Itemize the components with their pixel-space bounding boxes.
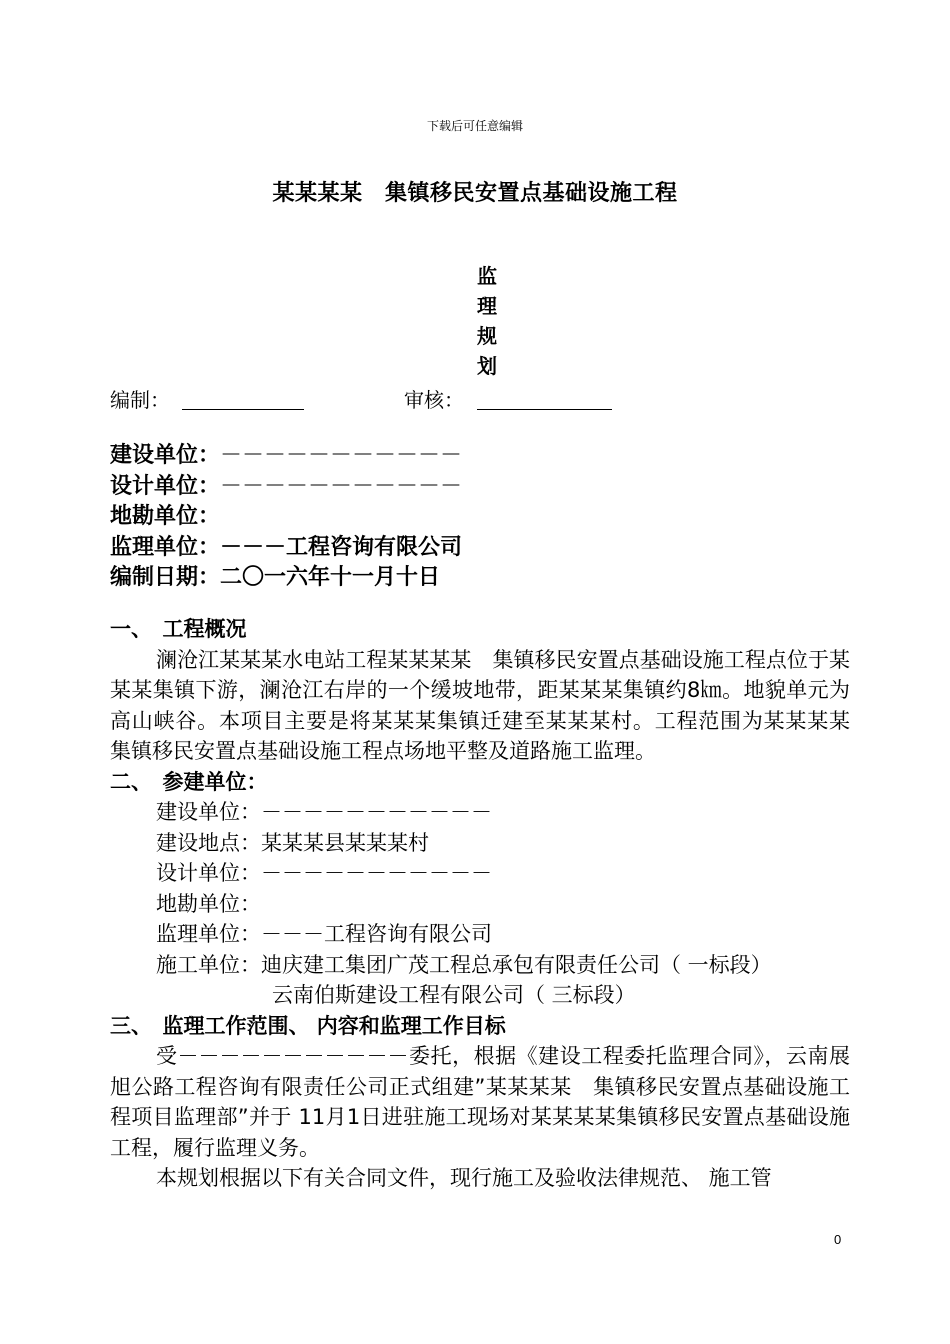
info-row xyxy=(110,441,850,472)
participant-label: 建设地点： xyxy=(156,830,261,855)
participant-value: －－－－－－－－－－－ xyxy=(261,800,492,824)
section-paragraph: 本规划根据以下有关合同文件，现行施工及验收法律规范、 施工管 xyxy=(156,1166,772,1190)
review-label: 审核： xyxy=(404,388,464,412)
vertical-title xyxy=(473,261,501,381)
participant-value: －－－工程咨询有限公司 xyxy=(261,922,492,946)
section-paragraph: 受－－－－－－－－－－－委托，根据《建设工程委托监理合同》，云南展旭公路工程咨询有限责任公司正式组建”某某某某 集镇移民安置点基础设施工程项目监理部”并于 11月1日进驻施工现场对某某某某集镇移民安置点基础设施工程，履行监理义务。 xyxy=(110,1044,850,1160)
info-row xyxy=(110,502,850,533)
participant-label: 施工单位： xyxy=(156,952,261,977)
info-label: 地勘单位： xyxy=(110,504,221,529)
document-body xyxy=(110,614,871,1194)
info-label: 设计单位： xyxy=(110,473,221,499)
review-signature-line xyxy=(477,409,612,410)
document-title: 某某某某 集镇移民安置点基础设施工程 xyxy=(272,181,678,206)
vertical-title-char: 监 xyxy=(477,264,497,288)
section-heading: 三、 监理工作范围、 内容和监理工作目标 xyxy=(110,1013,506,1038)
participant-label: 监理单位： xyxy=(156,922,261,946)
participant-row xyxy=(110,858,850,889)
participant-row xyxy=(110,797,850,828)
participant-row xyxy=(110,950,850,981)
section-paragraph: 澜沧江某某某水电站工程某某某某 集镇移民安置点基础设施工程点位于某某某集镇下游，澜沧江右岸的一个缓坡地带，距某某某集镇约8㎞。地貌单元为高山峡谷。本项目主要是将某某某集镇迁建至某某某村。工程范围为某某某某 集镇移民安置点基础设施工程点场地平整及道路施工监理。 xyxy=(110,647,871,763)
compile-signature-line xyxy=(182,409,304,410)
info-value: －－－工程咨询有限公司 xyxy=(220,534,463,560)
participant-value: －－－－－－－－－－－ xyxy=(261,861,492,885)
section-heading: 一、 工程概况 xyxy=(110,617,247,641)
info-row xyxy=(110,472,850,503)
cover-info-block xyxy=(110,441,850,594)
participant-extra-line: 云南伯斯建设工程有限公司（ 三标段） xyxy=(272,983,636,1007)
participant-label: 建设单位： xyxy=(156,800,261,824)
participant-row xyxy=(110,889,850,920)
participant-value: 某某某县某某某村 xyxy=(261,830,429,855)
participant-row xyxy=(110,828,850,859)
info-value: 二〇一六年十一月十日 xyxy=(220,565,441,590)
info-value: －－－－－－－－－－－ xyxy=(220,473,463,499)
compile-label: 编制： xyxy=(110,388,170,412)
participant-label: 地勘单位： xyxy=(156,891,261,916)
header-note: 下载后可任意编辑 xyxy=(426,119,523,133)
info-label: 建设单位： xyxy=(110,443,221,468)
participant-row xyxy=(110,919,850,950)
page-number: 0 xyxy=(834,1232,842,1247)
info-row xyxy=(110,563,850,594)
info-label: 监理单位： xyxy=(110,534,221,560)
participant-label: 设计单位： xyxy=(156,861,261,885)
info-label: 编制日期： xyxy=(110,565,221,590)
signature-row xyxy=(110,384,810,414)
vertical-title-char: 划 xyxy=(477,354,497,378)
participant-value: 迪庆建工集团广茂工程总承包有限责任公司（ 一标段） xyxy=(261,952,772,977)
vertical-title-char: 理 xyxy=(477,294,497,318)
info-row xyxy=(110,533,850,564)
info-value: －－－－－－－－－－－ xyxy=(220,443,463,468)
vertical-title-char: 规 xyxy=(477,324,497,348)
section-heading: 二、 参建单位： xyxy=(110,769,268,794)
